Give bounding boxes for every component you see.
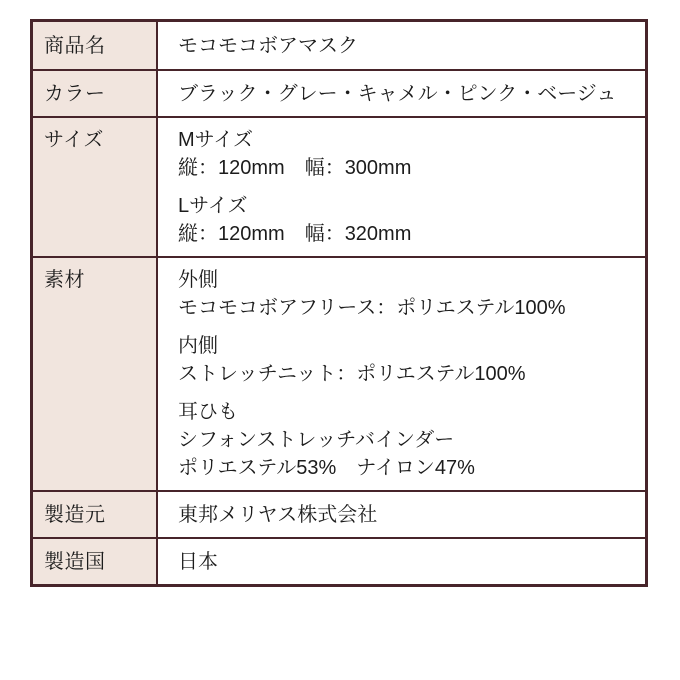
size-l-group — [178, 192, 635, 248]
material-outer-group — [178, 266, 635, 322]
row-manufacturer — [33, 490, 645, 537]
color-value: ブラック・グレー・キャメル・ピンク・ベージュ — [178, 82, 617, 105]
manufacturer-label: 製造元 — [33, 492, 158, 537]
size-m-name: Mサイズ — [178, 129, 254, 151]
row-color — [33, 69, 645, 116]
material-ear-strap-composition-1: シフォンストレッチバインダー — [178, 429, 455, 451]
country-label: 製造国 — [33, 539, 158, 584]
color-label: カラー — [33, 71, 158, 116]
material-outer-composition: モコモコボアフリース：ポリエステル100% — [178, 297, 566, 319]
material-outer-name: 外側 — [178, 269, 218, 291]
product-name-label: 商品名 — [33, 22, 158, 69]
product-spec-table — [30, 19, 648, 587]
material-inner-name: 内側 — [178, 335, 218, 357]
material-value — [158, 258, 645, 490]
row-size — [33, 116, 645, 256]
country-value: 日本 — [178, 550, 218, 573]
row-country — [33, 537, 645, 584]
size-l-dimensions: 縦：120mm 幅：320mm — [178, 223, 412, 245]
row-product-name — [33, 22, 645, 69]
size-m-group — [178, 126, 635, 182]
product-name-value: モコモコボアマスク — [178, 34, 358, 57]
material-label: 素材 — [33, 258, 158, 490]
size-value — [158, 118, 645, 256]
row-material — [33, 256, 645, 490]
material-ear-strap-name: 耳ひも — [178, 401, 238, 423]
material-inner-composition: ストレッチニット：ポリエステル100% — [178, 363, 526, 385]
manufacturer-value: 東邦メリヤス株式会社 — [178, 503, 378, 526]
size-l-name: Lサイズ — [178, 195, 248, 217]
material-ear-strap-group — [178, 398, 635, 482]
material-inner-group — [178, 332, 635, 388]
material-ear-strap-composition-2: ポリエステル53% ナイロン47% — [178, 457, 475, 479]
size-label: サイズ — [33, 118, 158, 256]
size-m-dimensions: 縦：120mm 幅：300mm — [178, 157, 412, 179]
